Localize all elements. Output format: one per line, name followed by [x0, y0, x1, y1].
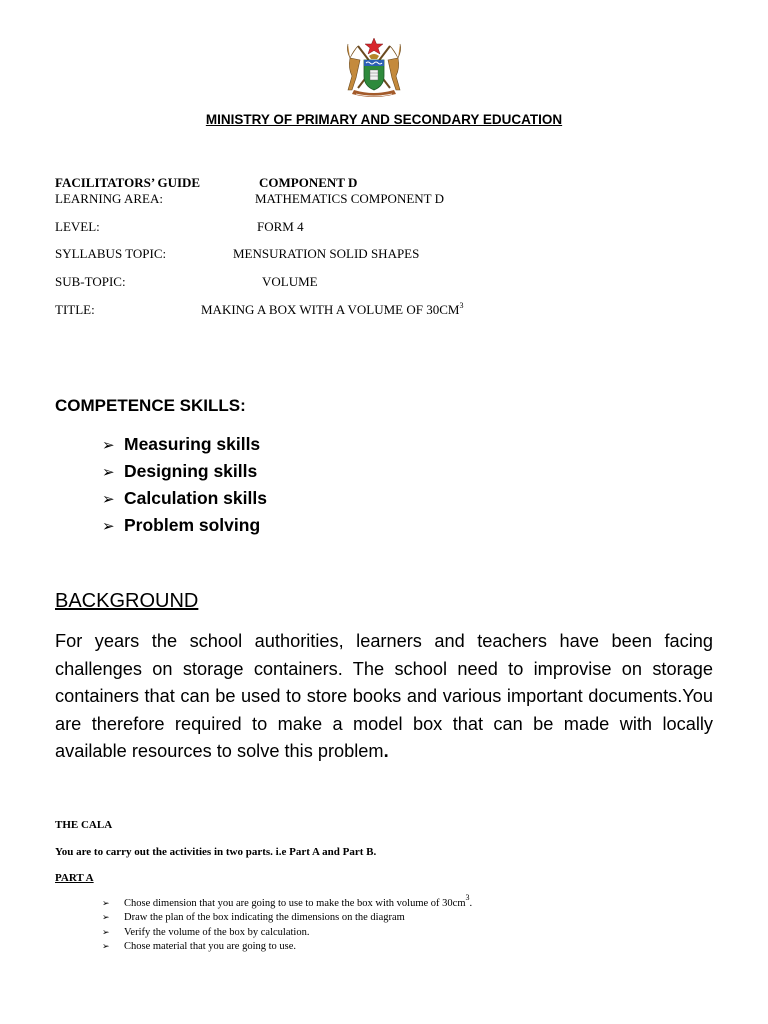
sub-topic-label: SUB-TOPIC:: [55, 274, 126, 289]
syllabus-topic-value: MENSURATION SOLID SHAPES: [233, 246, 420, 261]
level-value: FORM 4: [257, 219, 304, 234]
task-text: Verify the volume of the box by calculation.: [124, 927, 310, 938]
title-text: MAKING A BOX WITH A VOLUME OF 30CM: [201, 302, 460, 317]
title-label: TITLE:: [55, 302, 95, 317]
skill-item: [102, 434, 260, 455]
task-item: [102, 893, 473, 909]
title-superscript: 3: [459, 301, 464, 310]
arrowhead-bullet-icon: ➢: [102, 898, 110, 908]
task-suffix: .: [469, 898, 473, 909]
skill-label: Measuring skills: [124, 434, 261, 454]
arrowhead-bullet-icon: ➢: [102, 463, 115, 481]
arrowhead-bullet-icon: ➢: [102, 941, 110, 951]
task-superscript: 3: [465, 893, 470, 902]
task-label: [124, 893, 473, 909]
task-text: Chose material that you are going to use.: [124, 941, 297, 952]
arrowhead-bullet-icon: ➢: [102, 517, 115, 535]
title-value: [201, 302, 463, 318]
task-text: Chose dimension that you are going to use to make the box with volume of 30cm: [124, 898, 466, 909]
skills-heading: COMPETENCE SKILLS:: [55, 396, 246, 415]
learning-area-value: MATHEMATICS COMPONENT D: [255, 191, 445, 206]
guide-label: FACILITATORS’ GUIDE: [55, 175, 201, 190]
skill-label: Calculation skills: [124, 488, 267, 508]
learning-area-label: LEARNING AREA:: [55, 191, 163, 206]
arrowhead-bullet-icon: ➢: [102, 490, 115, 508]
arrowhead-bullet-icon: ➢: [102, 912, 110, 922]
part-a-heading: PART A: [55, 872, 94, 884]
background-heading: BACKGROUND: [55, 590, 199, 612]
task-label: [124, 927, 309, 938]
task-item: [102, 941, 296, 952]
component-label: COMPONENT D: [259, 175, 358, 190]
skill-item: [102, 461, 257, 482]
coat-of-arms-icon: [336, 36, 412, 100]
task-item: [102, 927, 309, 938]
skill-item: [102, 515, 260, 536]
task-item: [102, 912, 405, 923]
background-text: For years the school authorities, learners and teachers have been facing challenges on storage containers. The school need to improvise on storage containers that can be used to store books and various important documents.You are therefore required to make a model box that can be made with locally available resources to solve this problem: [55, 631, 713, 761]
task-label: [124, 912, 405, 923]
syllabus-topic-label: SYLLABUS TOPIC:: [55, 246, 167, 261]
background-paragraph: [55, 628, 713, 766]
sub-topic-value: VOLUME: [262, 274, 318, 289]
task-text: Draw the plan of the box indicating the dimensions on the diagram: [124, 912, 405, 923]
ministry-heading: MINISTRY OF PRIMARY AND SECONDARY EDUCATION: [205, 112, 563, 127]
skill-label: Problem solving: [124, 515, 261, 535]
arrowhead-bullet-icon: ➢: [102, 436, 115, 454]
task-label: [124, 941, 296, 952]
cala-heading: THE CALA: [55, 819, 113, 831]
arrowhead-bullet-icon: ➢: [102, 927, 110, 937]
skill-item: [102, 488, 267, 509]
background-end-mark: .: [383, 741, 389, 761]
level-label: LEVEL:: [55, 219, 100, 234]
cala-instruction: You are to carry out the activities in two parts. i.e Part A and Part B.: [55, 846, 377, 858]
skill-label: Designing skills: [124, 461, 258, 481]
